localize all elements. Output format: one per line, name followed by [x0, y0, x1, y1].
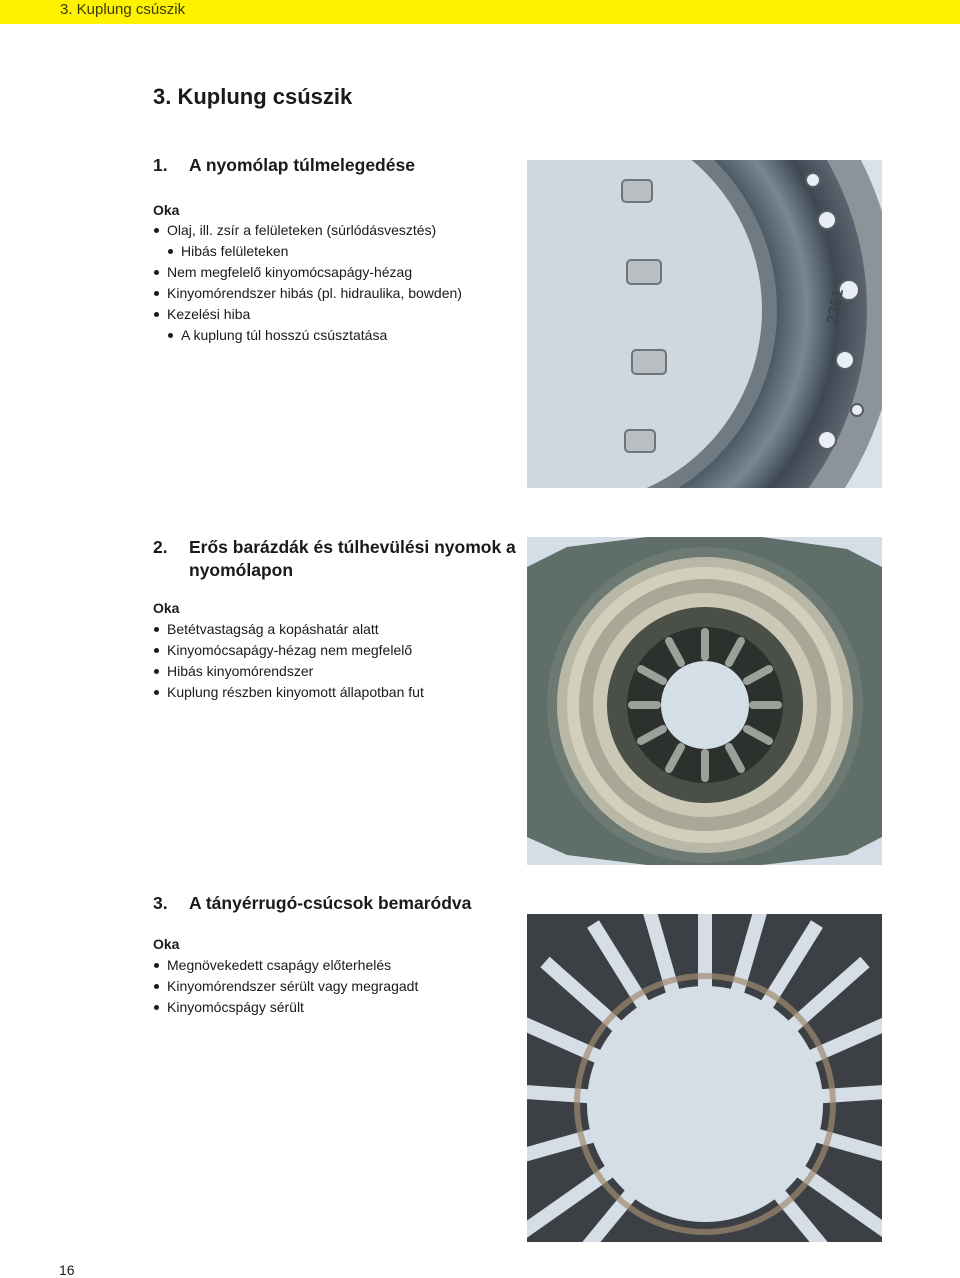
section-3-cause-list	[153, 955, 418, 1018]
list-item: Megnövekedett csapágy előterhelés	[153, 955, 418, 976]
section-2-number: 2.	[153, 537, 168, 557]
list-item: Kinyomórendszer hibás (pl. hidraulika, bowden)	[153, 283, 462, 304]
list-item: Nem megfelelő kinyomócsapágy-hézag	[153, 262, 462, 283]
section-1-cause-label: Oka	[153, 202, 180, 218]
list-item: Olaj, ill. zsír a felületeken (súrlódásvesztés)	[153, 220, 462, 241]
pressure-plate-overheated-photo	[527, 160, 882, 488]
section-2-cause-list	[153, 619, 424, 703]
section-3-number: 3.	[153, 893, 168, 913]
list-item: Hibás felületeken	[167, 241, 462, 262]
list-item: Kezelési hiba	[153, 304, 462, 325]
breadcrumb: 3. Kuplung csúszik	[60, 1, 186, 18]
list-item: Kuplung részben kinyomott állapotban fut	[153, 682, 424, 703]
section-3-heading	[153, 892, 519, 915]
list-item: Kinyomórendszer sérült vagy megragadt	[153, 976, 418, 997]
list-item: Hibás kinyomórendszer	[153, 661, 424, 682]
section-1-heading	[153, 154, 519, 177]
list-item: Kinyomócspágy sérült	[153, 997, 418, 1018]
page-title: 3. Kuplung csúszik	[153, 84, 353, 109]
header-bar	[0, 0, 960, 24]
list-item: A kuplung túl hosszú csúsztatása	[167, 325, 462, 346]
pressure-plate-grooves-photo	[527, 537, 882, 865]
section-1-cause-list	[153, 220, 462, 346]
section-2-heading	[153, 536, 519, 582]
list-item: Kinyomócsapágy-hézag nem megfelelő	[153, 640, 424, 661]
section-1-title: A nyomólap túlmelegedése	[189, 155, 415, 175]
list-item: Betétvastagság a kopáshatár alatt	[153, 619, 424, 640]
page-number: 16	[59, 1262, 75, 1278]
section-3-title: A tányérrugó-csúcsok bemaródva	[189, 893, 472, 913]
photo-stamp: 2361	[824, 287, 848, 326]
section-2-title: Erős barázdák és túlhevülési nyomok a nyomólapon	[189, 537, 516, 580]
section-2-cause-label: Oka	[153, 600, 180, 616]
diaphragm-spring-tips-photo	[527, 914, 882, 1242]
section-1-number: 1.	[153, 155, 168, 175]
section-3-cause-label: Oka	[153, 936, 180, 952]
